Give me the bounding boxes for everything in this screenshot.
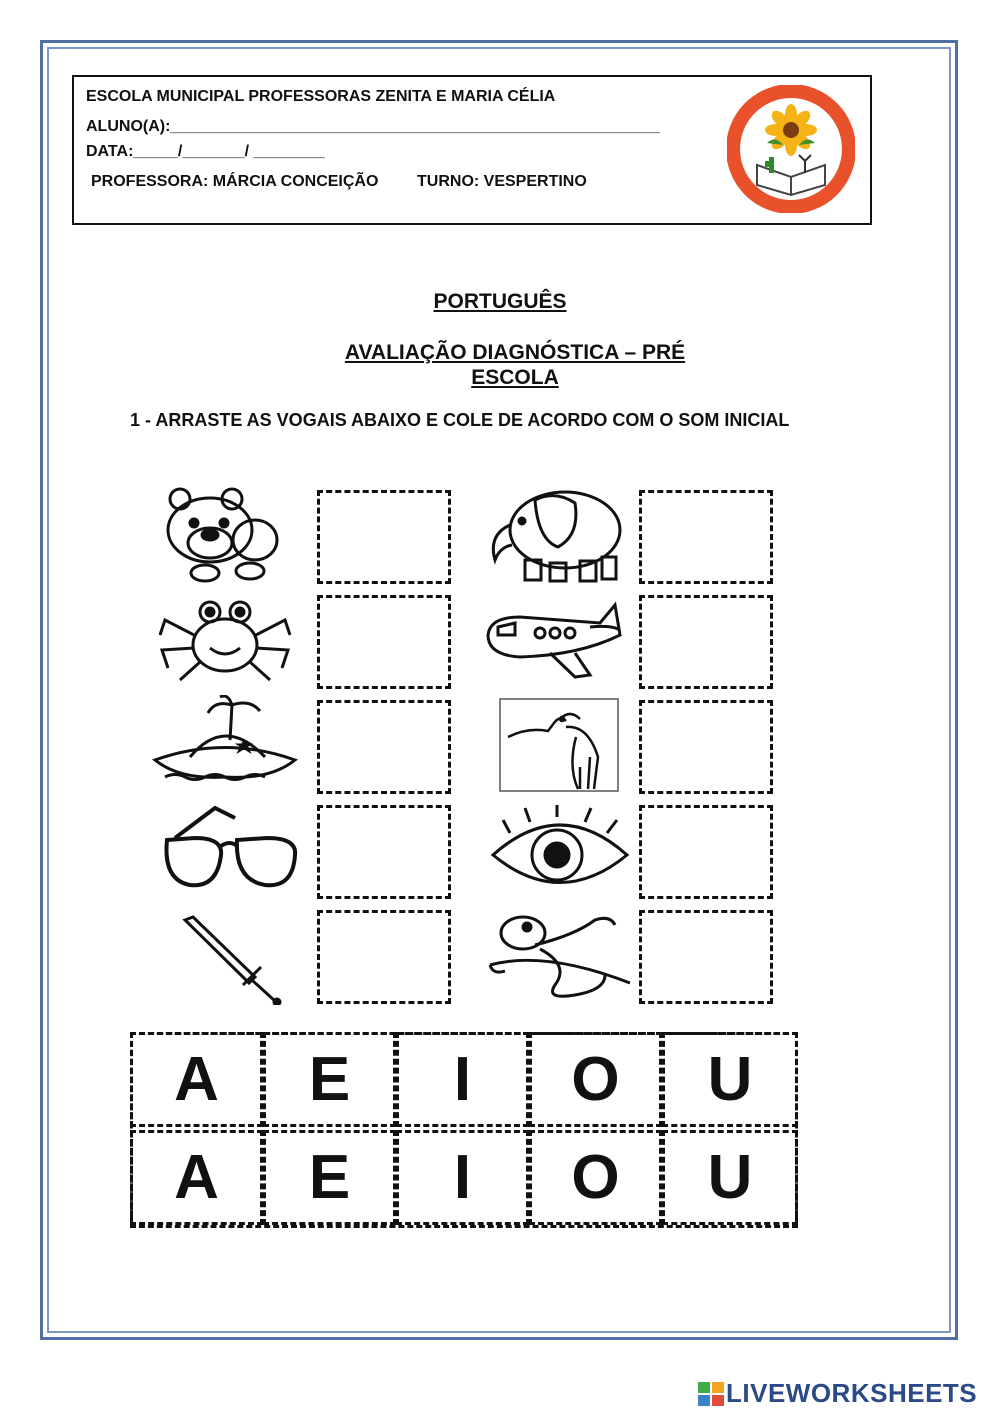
drop-box-sword[interactable] [317,910,451,1004]
shift-label: TURNO: VESPERTINO [417,173,587,190]
glasses-icon [155,800,305,900]
spider-icon [150,590,300,690]
assessment-title: AVALIAÇÃO DIAGNÓSTICA – PRÉ ESCOLA [344,341,686,389]
brand-name: LIVEWORKSHEETS [726,1378,978,1408]
drop-box-iguana[interactable] [639,910,773,1004]
airplane-icon [480,595,630,695]
teacher-label: PROFESSORA: MÁRCIA CONCEIÇÃO [91,173,379,190]
student-name-field: ALUNO(A):_______________________________________________________ [86,118,660,135]
vowel-tile-i[interactable]: I [396,1032,529,1127]
vowel-tile-u[interactable]: U [662,1032,798,1127]
vulture-icon [498,697,620,793]
drop-box-island[interactable] [317,700,451,794]
vowel-tile-o[interactable]: O [529,1130,662,1225]
date-field: DATA:_____/_______/ ________ [86,143,325,160]
vowel-tile-e[interactable]: E [263,1032,396,1127]
drop-box-bear[interactable] [317,490,451,584]
sword-icon [165,905,315,1005]
bear-icon [150,485,300,585]
instruction-text: 1 - ARRASTE AS VOGAIS ABAIXO E COLE DE ACORDO COM O SOM INICIAL [130,410,790,430]
drop-box-vulture[interactable] [639,700,773,794]
eye-icon [485,805,635,905]
vowel-tile-i[interactable]: I [396,1130,529,1225]
iguana-icon [485,905,635,1005]
vowel-tile-a[interactable]: A [130,1032,263,1127]
drop-box-airplane[interactable] [639,595,773,689]
drop-box-eye[interactable] [639,805,773,899]
vowel-tile-u[interactable]: U [662,1130,798,1225]
drop-box-spider[interactable] [317,595,451,689]
vowel-tile-o[interactable]: O [529,1032,662,1127]
drop-box-glasses[interactable] [317,805,451,899]
vowel-tile-e[interactable]: E [263,1130,396,1225]
subject-title: PORTUGUÊS [433,290,567,313]
island-icon [150,695,300,795]
elephant-icon [480,485,630,585]
vowel-tile-a[interactable]: A [130,1130,263,1225]
drop-box-elephant[interactable] [639,490,773,584]
school-logo [727,85,855,213]
school-name: ESCOLA MUNICIPAL PROFESSORAS ZENITA E MARIA CÉLIA [86,88,556,105]
